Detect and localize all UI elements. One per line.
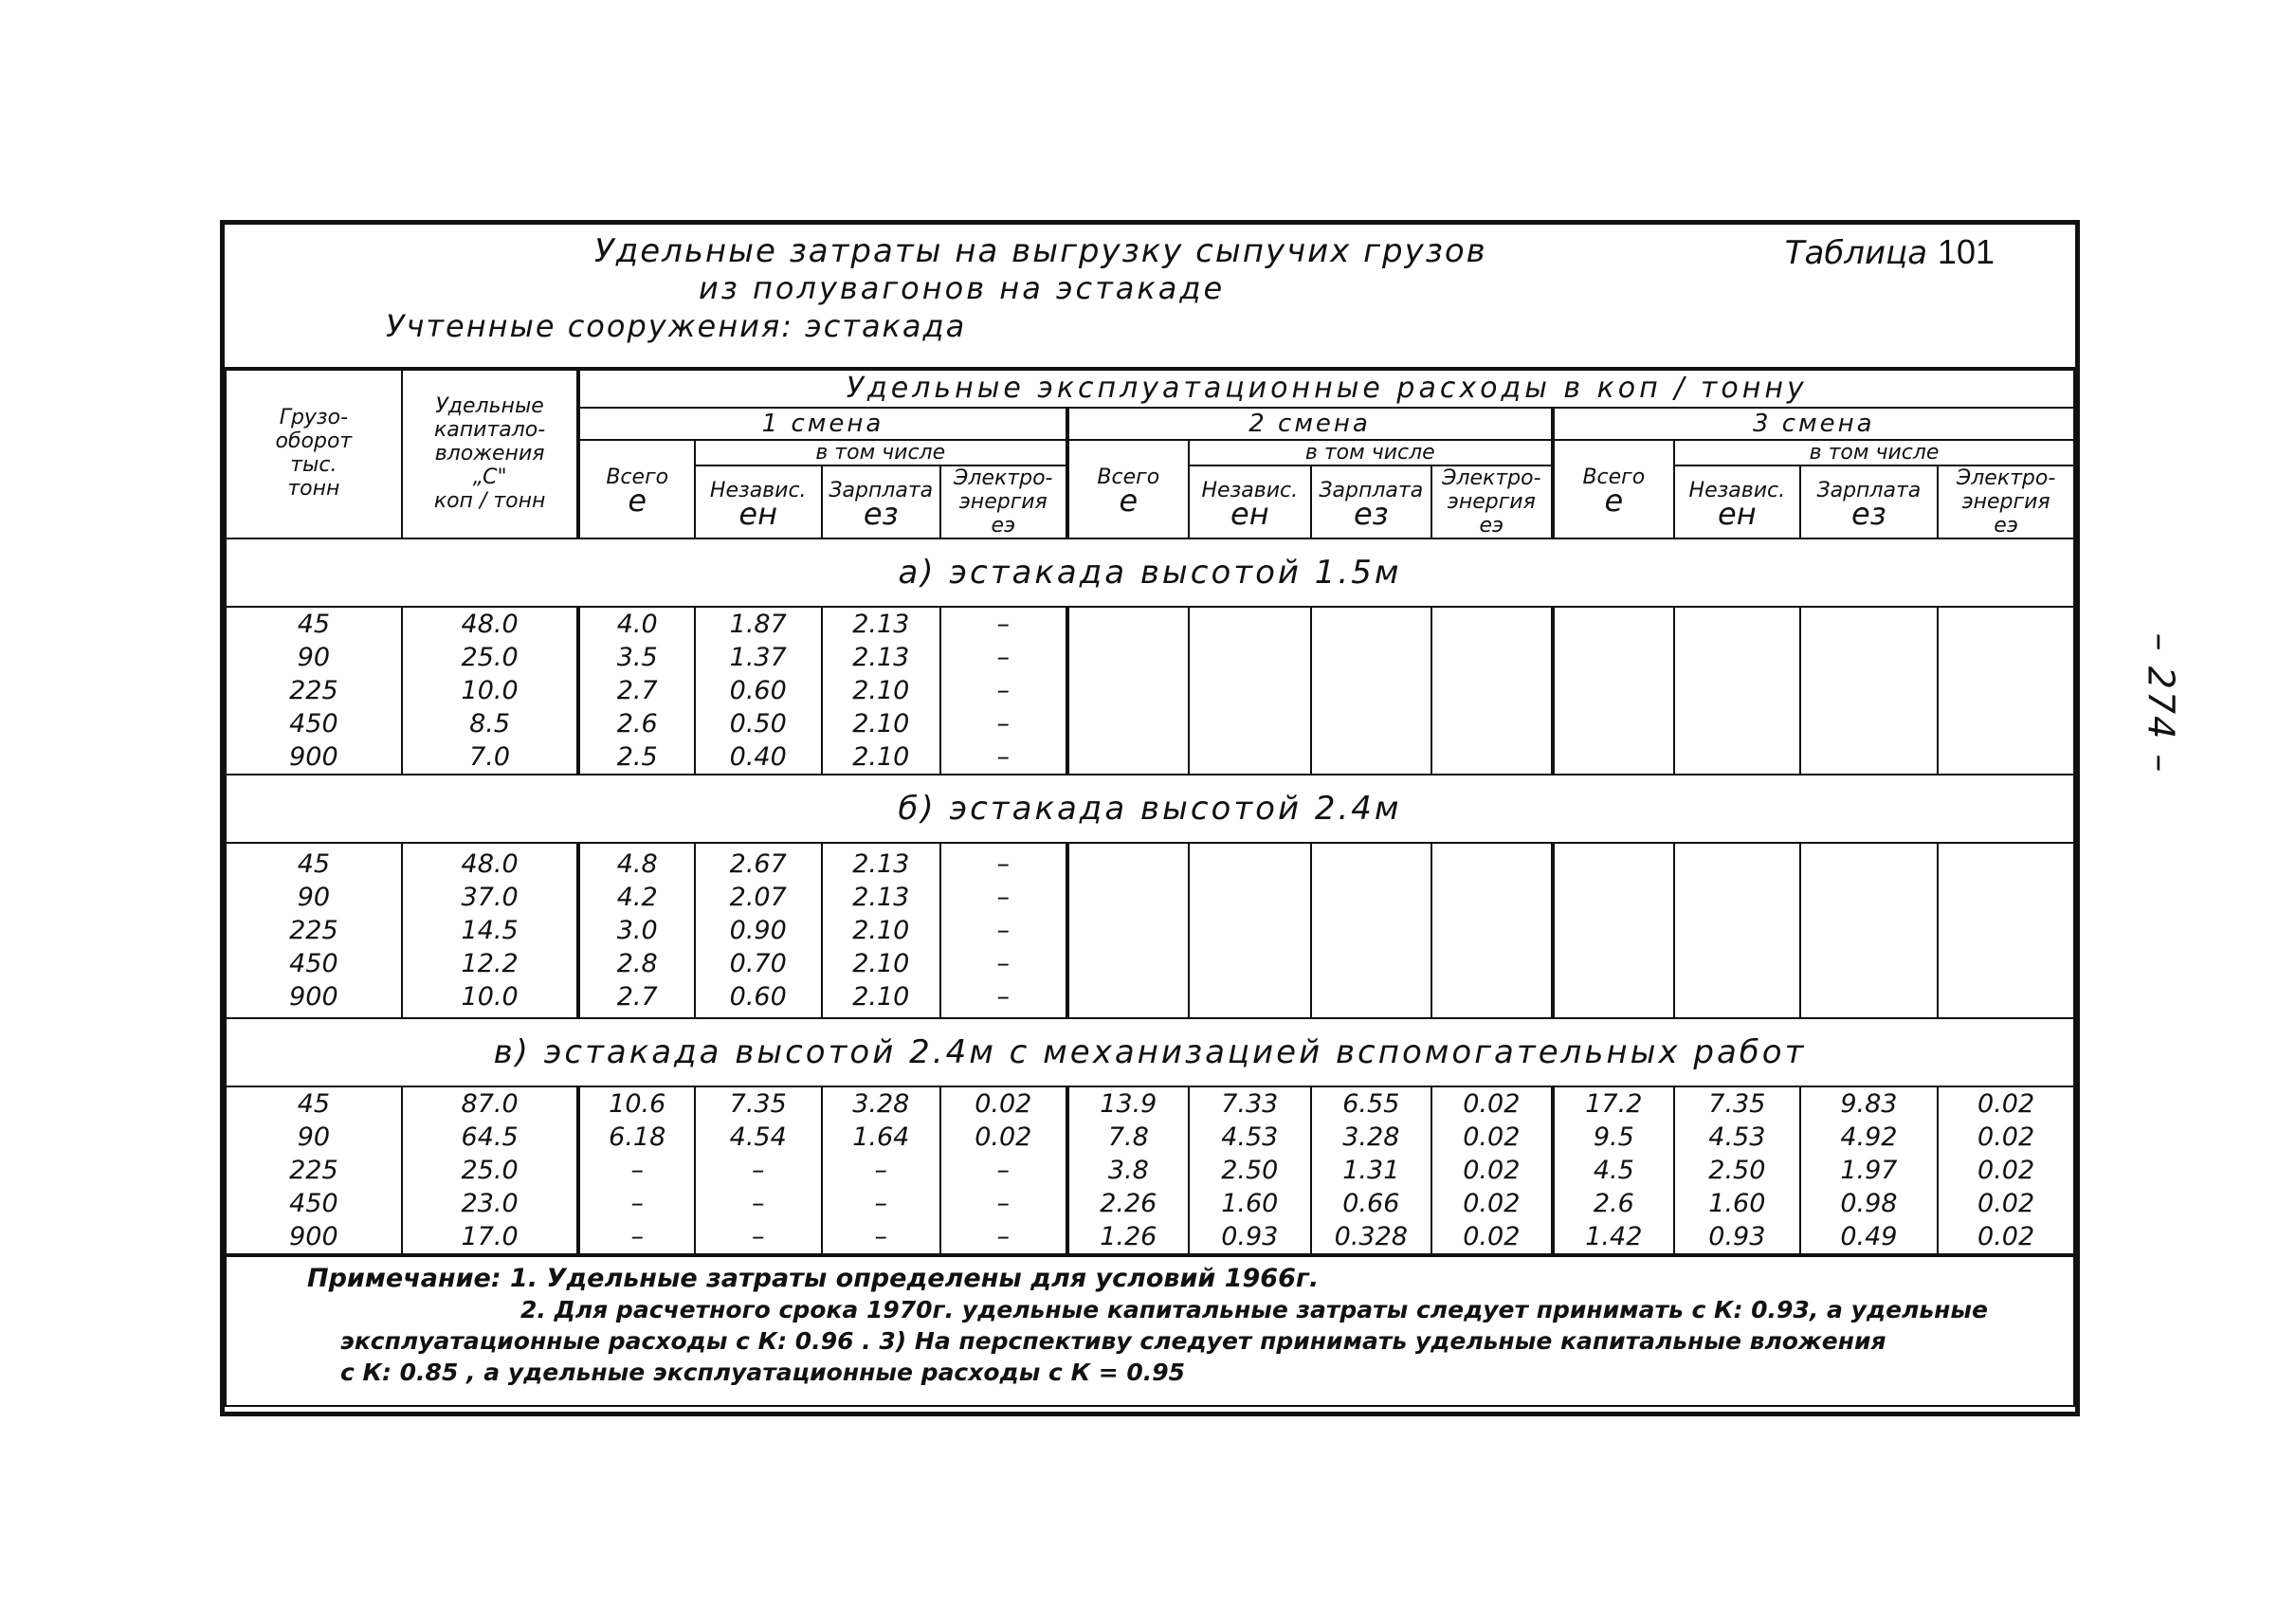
cell-value: 2.07 [729, 883, 787, 912]
cell-value: 0.93 [1708, 1222, 1766, 1251]
s3-total-header [1553, 440, 1675, 538]
cell-value: 10.6 [609, 1089, 666, 1119]
s1-salary-header [822, 465, 941, 538]
cell-value: 0.328 [1334, 1222, 1408, 1251]
cell-value: 225 [289, 676, 338, 705]
shift2-energy-cell [1431, 1086, 1553, 1255]
cell-value: 4.5 [1593, 1156, 1634, 1185]
s2-salary-header [1311, 465, 1432, 538]
cell-value: 1.60 [1708, 1189, 1766, 1218]
shift1-energy-cell [940, 1086, 1067, 1255]
title-block [225, 225, 2075, 371]
shift3-energy-cell [1938, 1086, 2074, 1255]
capital-header-line: вложения [434, 441, 545, 465]
cell-value: 3.28 [852, 1089, 910, 1119]
shift1-total-cell [578, 1086, 694, 1255]
salary-label: Зарплата [1816, 478, 1922, 502]
s1-total-header [578, 440, 694, 538]
shift1-independent-cell [695, 607, 822, 775]
note-line-4: с К: 0.85 , а удельные эксплуатационные расходы с К = 0.95 [340, 1359, 1186, 1386]
cell-value: 0.02 [1463, 1156, 1521, 1185]
table-label-text: Таблица [1784, 234, 1928, 272]
cell-value: – [874, 1222, 887, 1251]
cell-value: 4.2 [616, 883, 658, 912]
salary-symbol: eз [863, 495, 899, 532]
capital-header-line: „C" [472, 465, 507, 489]
turnover-header-line: тонн [287, 477, 340, 501]
independent-symbol: eн [1718, 495, 1757, 532]
cell-value: 0.02 [1463, 1189, 1521, 1218]
cell-value: – [751, 1156, 765, 1185]
cell-value: 17.0 [461, 1222, 519, 1251]
cell-value: 37.0 [461, 883, 519, 912]
section-data-row [226, 607, 2074, 775]
shift2-energy-cell [1431, 607, 1553, 775]
cell-value: 0.02 [1977, 1222, 2035, 1251]
cell-value: – [630, 1189, 644, 1218]
cell-value: 9.83 [1840, 1089, 1898, 1119]
section-title: в) эстакада высотой 2.4м с механизацией вспомогательных работ [226, 1018, 2074, 1086]
section-title: б) эстакада высотой 2.4м [226, 775, 2074, 843]
cell-value: 25.0 [461, 1156, 519, 1185]
cell-value: 14.5 [461, 916, 519, 945]
shift1-energy-cell [940, 607, 1067, 775]
cell-value: 450 [289, 1189, 338, 1218]
cell-value: 0.40 [729, 742, 787, 772]
cell-value: – [751, 1222, 765, 1251]
cell-value: 9.5 [1593, 1122, 1634, 1152]
cell-value: 0.49 [1840, 1222, 1898, 1251]
s3-energy-header [1938, 465, 2074, 538]
table-body [226, 538, 2074, 1255]
cell-value: 45 [297, 849, 331, 879]
shift1-salary-cell [822, 607, 941, 775]
cell-value: 7.0 [469, 742, 511, 772]
cell-value: 3.5 [616, 643, 658, 672]
cell-value: 2.50 [1221, 1156, 1279, 1185]
cell-value: 4.0 [616, 610, 658, 639]
cell-value: 48.0 [461, 610, 519, 639]
shift2-independent-cell [1189, 843, 1311, 1018]
shift2-independent-cell [1189, 1086, 1311, 1255]
cell-value: 48.0 [461, 849, 519, 879]
shift3-salary-cell [1800, 843, 1939, 1018]
note-line-2: 2. Для расчетного срока 1970г. удельные капитальные затраты следует принимать с К: 0.93, а удельные [520, 1296, 1988, 1323]
cell-value: 2.50 [1708, 1156, 1766, 1185]
cell-value: 25.0 [461, 643, 519, 672]
s2-independent-header [1189, 465, 1311, 538]
shift2-salary-cell [1311, 607, 1432, 775]
shift1-salary-cell [822, 843, 941, 1018]
s2-including-header: в том числе [1189, 440, 1553, 465]
cell-value: 2.10 [852, 709, 910, 739]
shift2-salary-cell [1311, 843, 1432, 1018]
turnover-cell [226, 607, 402, 775]
shift1-total-cell [578, 607, 694, 775]
cell-value: 225 [289, 916, 338, 945]
turnover-cell [226, 843, 402, 1018]
cell-value: – [996, 643, 1011, 672]
energy-label: Электро-энергия [954, 466, 1053, 514]
cell-value: 2.10 [852, 949, 910, 978]
cell-value: 900 [289, 982, 338, 1012]
shift-1-header: 1 смена [578, 408, 1066, 440]
shift3-salary-cell [1800, 607, 1939, 775]
shift2-total-cell [1067, 607, 1190, 775]
energy-label: Электро-энергия [1442, 466, 1541, 514]
cell-value: 4.53 [1708, 1122, 1766, 1152]
independent-symbol: eн [1230, 495, 1269, 532]
cell-value: – [630, 1156, 644, 1185]
section-data-row [226, 843, 2074, 1018]
cell-value: 2.13 [852, 883, 910, 912]
turnover-header [226, 368, 402, 538]
cell-value: 1.97 [1840, 1156, 1898, 1185]
energy-symbol: eэ [991, 514, 1016, 538]
total-symbol: e [1119, 483, 1139, 519]
total-label: Всего [1582, 465, 1646, 489]
cell-value: 1.60 [1221, 1189, 1279, 1218]
salary-label: Зарплата [829, 478, 934, 502]
energy-symbol: eэ [1479, 514, 1504, 538]
s3-including-header: в том числе [1674, 440, 2074, 465]
cell-value: 2.10 [852, 916, 910, 945]
independent-label: Независ. [1201, 478, 1299, 502]
facilities-note: Учтенные сооружения: эстакада [386, 308, 967, 344]
cell-value: 900 [289, 742, 338, 772]
capital-header [402, 368, 579, 538]
shift1-independent-cell [695, 843, 822, 1018]
shift3-energy-cell [1938, 607, 2074, 775]
cell-value: 6.55 [1342, 1089, 1400, 1119]
total-symbol: e [1604, 483, 1624, 519]
cell-value: 2.7 [616, 676, 658, 705]
cell-value: 225 [289, 1156, 338, 1185]
cost-table [225, 367, 2075, 1407]
cell-value: – [751, 1189, 765, 1218]
shift-2-header: 2 смена [1067, 408, 1553, 440]
s1-including-header: в том числе [695, 440, 1067, 465]
cell-value: 0.02 [1977, 1122, 2035, 1152]
cell-value: 2.10 [852, 676, 910, 705]
shift3-independent-cell [1674, 607, 1800, 775]
operating-costs-header: Удельные эксплуатационные расходы в коп / тонну [578, 368, 2074, 408]
turnover-header-line: оборот [275, 429, 353, 453]
cell-value: 10.0 [461, 676, 519, 705]
cell-value: 0.50 [729, 709, 787, 739]
cell-value: 0.02 [1977, 1189, 2035, 1218]
cell-value: 0.02 [975, 1089, 1032, 1119]
cell-value: 450 [289, 709, 338, 739]
shift1-salary-cell [822, 1086, 941, 1255]
cell-value: – [996, 1222, 1011, 1251]
capital-header-line: Удельные [435, 393, 544, 418]
shift2-energy-cell [1431, 843, 1553, 1018]
salary-symbol: eз [1353, 495, 1389, 532]
cell-value: – [996, 849, 1011, 879]
energy-label: Электро-энергия [1956, 466, 2056, 514]
cell-value: 1.42 [1585, 1222, 1643, 1251]
shift3-salary-cell [1800, 1086, 1939, 1255]
cell-value: 0.60 [729, 676, 787, 705]
capital-cell [402, 1086, 579, 1255]
cell-value: 2.10 [852, 742, 910, 772]
s1-independent-header [695, 465, 822, 538]
cell-value: 450 [289, 949, 338, 978]
shift1-total-cell [578, 843, 694, 1018]
cell-value: 3.28 [1342, 1122, 1400, 1152]
cell-value: 3.8 [1107, 1156, 1149, 1185]
cell-value: 0.98 [1840, 1189, 1898, 1218]
cell-value: 2.6 [616, 709, 658, 739]
energy-symbol: eэ [1994, 514, 2018, 538]
table-title-line-1: Удельные затраты на выгрузку сыпучих грузов [594, 232, 1487, 270]
s3-salary-header [1800, 465, 1939, 538]
cell-value: 1.64 [852, 1122, 910, 1152]
cell-value: 4.54 [729, 1122, 787, 1152]
cell-value: 2.10 [852, 982, 910, 1012]
cell-value: 23.0 [461, 1189, 519, 1218]
cell-value: 90 [297, 1122, 331, 1152]
cell-value: 6.18 [609, 1122, 666, 1152]
cell-value: 1.26 [1100, 1222, 1157, 1251]
cell-value: 900 [289, 1222, 338, 1251]
capital-header-line: коп / тонн [433, 488, 546, 513]
turnover-header-line: Грузо- [279, 406, 349, 429]
note-line-3: эксплуатационные расходы с К: 0.96 . 3) На перспективу следует принимать удельные капитальные вложения [340, 1327, 1886, 1355]
cell-value: 0.02 [1977, 1089, 2035, 1119]
cell-value: – [874, 1189, 887, 1218]
cell-value: – [996, 916, 1011, 945]
cell-value: 2.13 [852, 849, 910, 879]
cell-value: – [996, 1189, 1011, 1218]
independent-symbol: eн [738, 495, 778, 532]
s2-total-header [1067, 440, 1190, 538]
cell-value: 7.33 [1221, 1089, 1279, 1119]
cell-value: – [996, 949, 1011, 978]
cell-value: 4.92 [1840, 1122, 1898, 1152]
cell-value: 2.5 [616, 742, 658, 772]
total-label: Всего [1097, 465, 1160, 489]
cell-value: 45 [297, 1089, 331, 1119]
cell-value: 4.8 [616, 849, 658, 879]
total-symbol: e [628, 483, 647, 519]
cell-value: 0.02 [1463, 1222, 1521, 1251]
salary-symbol: eз [1851, 495, 1886, 532]
cell-value: 17.2 [1585, 1089, 1643, 1119]
turnover-cell [226, 1086, 402, 1255]
cell-value: 7.35 [729, 1089, 787, 1119]
s1-energy-header [940, 465, 1067, 538]
cell-value: – [996, 676, 1011, 705]
shift3-total-cell [1553, 1086, 1675, 1255]
cell-value: 2.13 [852, 643, 910, 672]
section-data-row [226, 1086, 2074, 1255]
cell-value: 0.60 [729, 982, 787, 1012]
cell-value: – [996, 1156, 1011, 1185]
cell-value: 0.02 [1977, 1156, 2035, 1185]
cell-value: 0.93 [1221, 1222, 1279, 1251]
cell-value: 2.13 [852, 610, 910, 639]
cell-value: 12.2 [461, 949, 519, 978]
cell-value: 1.37 [729, 643, 787, 672]
cell-value: 4.53 [1221, 1122, 1279, 1152]
cell-value: – [996, 883, 1011, 912]
section-title: а) эстакада высотой 1.5м [226, 538, 2074, 607]
cell-value: 2.26 [1100, 1189, 1157, 1218]
cell-value: – [874, 1156, 887, 1185]
cell-value: 2.67 [729, 849, 787, 879]
table-number: 101 [1937, 232, 1995, 271]
shift3-total-cell [1553, 843, 1675, 1018]
shift3-energy-cell [1938, 843, 2074, 1018]
cell-value: 0.02 [975, 1122, 1032, 1152]
notes-block [226, 1255, 2074, 1406]
cell-value: 2.7 [616, 982, 658, 1012]
capital-header-line: капитало- [434, 417, 546, 442]
cell-value: 87.0 [461, 1089, 519, 1119]
s3-independent-header [1674, 465, 1800, 538]
table-sheet [220, 220, 2080, 1416]
cell-value: – [996, 709, 1011, 739]
cell-value: 1.31 [1342, 1156, 1400, 1185]
cell-value: 7.8 [1107, 1122, 1149, 1152]
cell-value: – [630, 1222, 644, 1251]
shift3-independent-cell [1674, 843, 1800, 1018]
shift3-independent-cell [1674, 1086, 1800, 1255]
table-title-line-2: из полувагонов на эстакаде [699, 270, 1226, 306]
shift2-salary-cell [1311, 1086, 1432, 1255]
cell-value: 0.70 [729, 949, 787, 978]
cell-value: 2.8 [616, 949, 658, 978]
independent-label: Независ. [709, 478, 807, 502]
cell-value: – [996, 742, 1011, 772]
salary-label: Зарплата [1319, 478, 1424, 502]
shift2-independent-cell [1189, 607, 1311, 775]
cell-value: 90 [297, 643, 331, 672]
page-number: – 274 – [2140, 632, 2182, 775]
shift1-energy-cell [940, 843, 1067, 1018]
shift2-total-cell [1067, 1086, 1190, 1255]
shift3-total-cell [1553, 607, 1675, 775]
cell-value: 1.87 [729, 610, 787, 639]
cell-value: 0.02 [1463, 1122, 1521, 1152]
cell-value: 13.9 [1100, 1089, 1157, 1119]
cell-value: 90 [297, 883, 331, 912]
s2-energy-header [1431, 465, 1553, 538]
cell-value: 0.66 [1342, 1189, 1400, 1218]
independent-label: Независ. [1688, 478, 1786, 502]
note-line-1: Примечание: 1. Удельные затраты определены для условий 1966г. [307, 1264, 1320, 1293]
cell-value: 10.0 [461, 982, 519, 1012]
cell-value: 45 [297, 610, 331, 639]
cell-value: 7.35 [1708, 1089, 1766, 1119]
cell-value: – [996, 610, 1011, 639]
cell-value: 0.02 [1463, 1089, 1521, 1119]
cell-value: 2.6 [1593, 1189, 1634, 1218]
cell-value: 0.90 [729, 916, 787, 945]
capital-cell [402, 607, 579, 775]
cell-value: – [996, 982, 1011, 1012]
shift2-total-cell [1067, 843, 1190, 1018]
total-label: Всего [606, 465, 669, 489]
turnover-header-line: тыс. [290, 453, 337, 477]
capital-cell [402, 843, 579, 1018]
shift-3-header: 3 смена [1553, 408, 2074, 440]
cell-value: 3.0 [616, 916, 658, 945]
shift1-independent-cell [695, 1086, 822, 1255]
cell-value: 64.5 [461, 1122, 519, 1152]
cell-value: 8.5 [469, 709, 511, 739]
table-label [1785, 232, 1995, 272]
